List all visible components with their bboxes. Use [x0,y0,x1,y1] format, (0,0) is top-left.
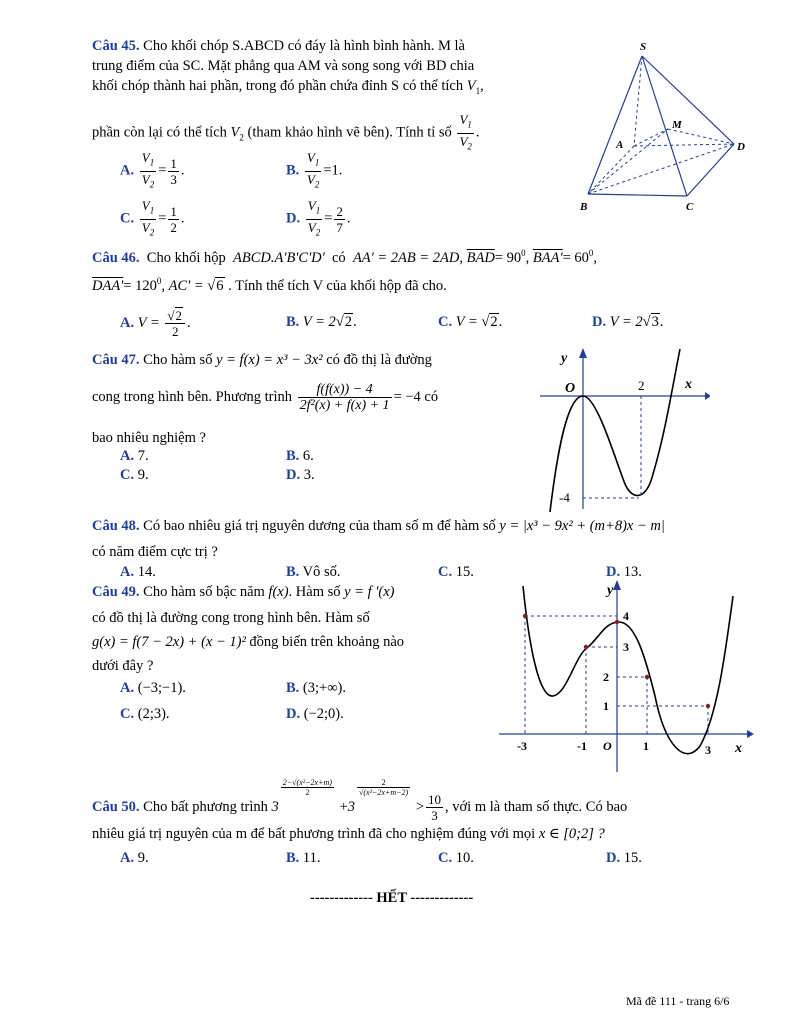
q45-ans-b[interactable]: B. $\frac{V_1}{V_2}$ =1. [286,150,343,190]
q49-ans-c[interactable]: C. (2;3). [120,706,170,722]
q49-y-label: y [607,583,614,598]
pyramid-figure [570,34,770,219]
q49-tick-xm1: -1 [577,739,587,753]
q46-ans-c[interactable]: C. V = √2. [438,314,503,330]
q49-line1: Câu 49. Cho hàm số bậc năm f(x). Hàm số y = f '(x) [92,584,395,600]
q49-origin: O [603,739,612,753]
q49-tick-y4: 4 [623,609,629,623]
q50-ans-a[interactable]: A. 9. [120,850,149,866]
q49-ans-d[interactable]: D. (−2;0). [286,706,344,722]
page-footer: Mã đề 111 - trang 6/6 [626,994,730,1008]
q48-line1: Câu 48. Có bao nhiêu giá trị nguyên dương của tham số m để hàm số y = |x³ − 9x² + (m+8)x − m| [92,518,665,534]
q46-ans-a[interactable]: A. V = $\frac{√2}{2}$ . [120,308,191,339]
q49-tick-y1: 1 [603,699,609,713]
q49-ans-a[interactable]: A. (−3;−1). [120,680,186,696]
q45-ans-c[interactable]: C. $\frac{V_1}{V_2}$ = $\frac{1}{2}$ . [120,198,185,238]
q50-line1: Câu 50. Cho bất phương trình 3 $\frac{\text{2−√(x²−2x+m)}}{2}$ +3 $\frac{2}{\text{√(x²−2x+m−2)}}$ > $\frac{10}{3}$ , với m là tham số thực. Có bao [92,778,628,823]
q48-ans-a[interactable]: A. 14. [120,564,156,580]
label-C: C [686,201,694,213]
q49-tick-x3: 3 [705,743,711,757]
q46-line2: $DAA'= 120^0$, AC' = √6 . Tính thể tích V của khối hộp đã cho. [92,276,447,294]
q49-graph [495,576,757,776]
q49-x-label: x [735,741,742,756]
q47-origin: O [565,381,576,396]
q49-line3: g(x) = f(7 − 2x) + (x − 1)² đồng biến trên khoảng nào [92,634,405,650]
q49-ans-b[interactable]: B. (3;+∞). [286,680,346,696]
q47-tick-neg4: -4 [559,490,570,505]
q45-ans-d[interactable]: D. $\frac{V_1}{V_2}$ = $\frac{2}{7}$ . [286,198,351,238]
q47-line2: cong trong hình bên. Phương trình $\frac{f(f(x)) - 4}{\text{2f²(x) + f(x) + 1}}$ = −4 có [92,382,439,413]
q50-ans-d[interactable]: D. 15. [606,850,642,866]
q45-label: Câu 45. [92,38,140,54]
q45-line1: Câu 45. Cho khối chóp S.ABCD có đáy là hình bình hành. M là [92,38,465,54]
q47-line3: bao nhiêu nghiệm ? [92,430,206,446]
q49-tick-y3: 3 [623,640,629,654]
q45-line3: khối chóp thành hai phần, trong đó phần chứa đỉnh S có thể tích $V_1$, [92,78,484,96]
q47-y-label: y [561,351,568,366]
q48-ans-d[interactable]: D. 13. [606,564,642,580]
q49-tick-y2: 2 [603,670,609,684]
q47-ans-b[interactable]: B. 6. [286,448,314,464]
q49-tick-xm3: -3 [517,739,527,753]
q48-ans-b[interactable]: B. Vô số. [286,564,341,580]
q47-ans-c[interactable]: C. 9. [120,467,149,483]
q45-line4: phần còn lại có thể tích $V_2$ (tham khảo hình vẽ bên). Tính tỉ số $\frac{V_1}{V_2}$ . [92,112,480,152]
q47-line1: Câu 47. Cho hàm số y = f(x) = x³ − 3x² có đồ thị là đường [92,352,432,368]
q48-line2: có năm điểm cực trị ? [92,544,218,560]
label-A: A [616,139,624,151]
q46-ans-d[interactable]: D. V = 2√3. [592,314,664,330]
q46-ans-b[interactable]: B. V = 2√2. [286,314,357,330]
q47-ans-a[interactable]: A. 7. [120,448,149,464]
q46-line1: Câu 46. Cho khối hộp ABCD.A'B'C'D' có AA' = 2AB = 2AD, $\overline{BAD}= 90^0$, $BAA'= 60^0$, [92,248,597,266]
q50-ans-c[interactable]: C. 10. [438,850,474,866]
label-S: S [640,41,647,53]
q49-tick-x1: 1 [643,739,649,753]
q48-ans-c[interactable]: C. 15. [438,564,474,580]
q49-line2: có đồ thị là đường cong trong hình bên. Hàm số [92,610,370,626]
q49-line4: dưới đây ? [92,658,154,674]
end-marker: ------------- HẾT ------------- [310,890,474,906]
q47-ans-d[interactable]: D. 3. [286,467,315,483]
label-B: B [580,201,588,213]
label-M: M [672,119,682,131]
q50-line2: nhiêu giá trị nguyên của m để bất phương trình đã cho nghiệm đúng với mọi x ∈ [0;2] ? [92,826,605,842]
q50-ans-b[interactable]: B. 11. [286,850,321,866]
q47-graph [535,344,710,512]
q47-x-label: x [685,377,692,392]
q45-ans-a[interactable]: A. $\frac{V_1}{V_2}$ = $\frac{1}{3}$ . [120,150,185,190]
q47-tick-2: 2 [638,378,645,393]
label-D: D [737,141,745,153]
q45-line2: trung điểm của SC. Mặt phẳng qua AM và song song với BD chia [92,58,475,74]
